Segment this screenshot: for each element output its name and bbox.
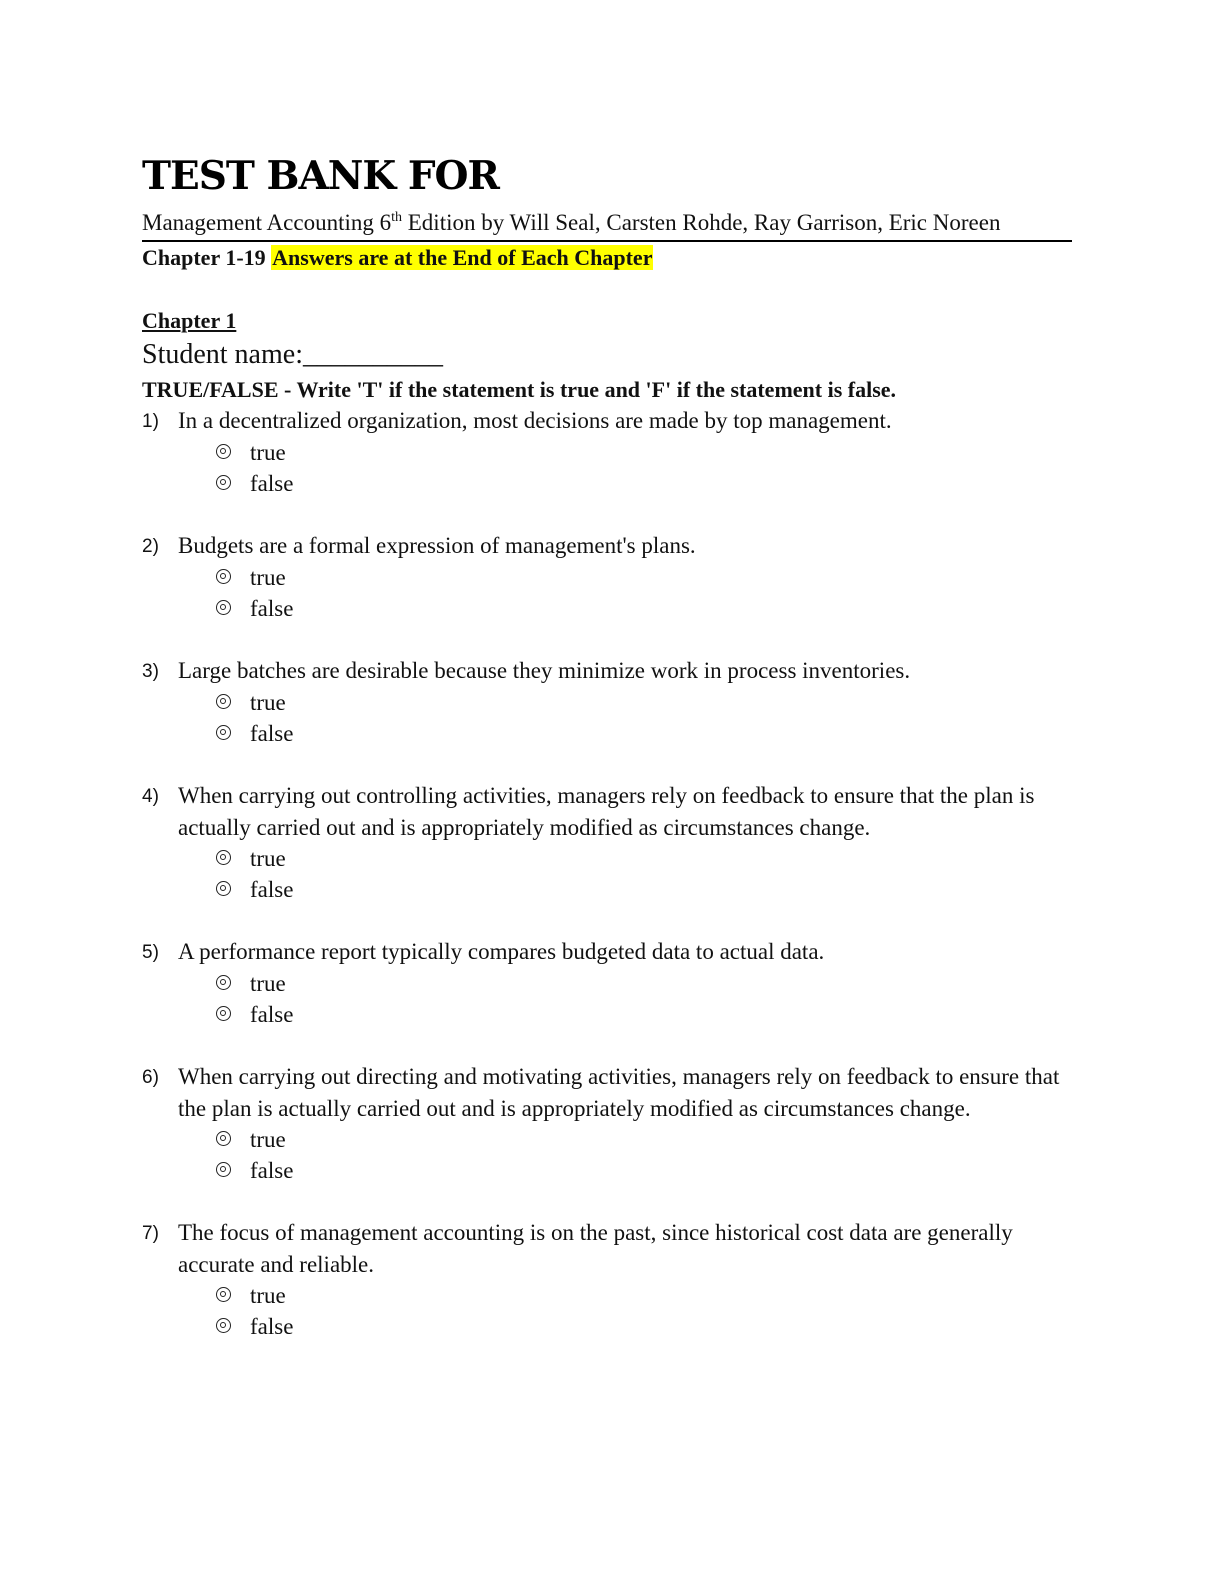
option-true[interactable] bbox=[214, 843, 1082, 874]
option-label: false bbox=[250, 1158, 294, 1183]
question-4 bbox=[142, 780, 1082, 905]
option-true[interactable] bbox=[214, 687, 1082, 718]
question-text: When carrying out directing and motivating activities, managers rely on feedback to ensure that the plan is actually carried out and is appropriately modified as circumstances change. bbox=[178, 1064, 1060, 1121]
radio-button-icon[interactable] bbox=[216, 1318, 231, 1333]
radio-button-icon[interactable] bbox=[216, 1131, 231, 1146]
question-number: 3) bbox=[142, 661, 159, 682]
student-name-field: Student name:__________ bbox=[142, 339, 443, 370]
question-5 bbox=[142, 936, 1082, 1030]
option-label: true bbox=[250, 689, 286, 715]
option-false[interactable] bbox=[214, 593, 1082, 624]
option-label: false bbox=[250, 1001, 294, 1027]
radio-button-icon[interactable] bbox=[216, 1287, 231, 1302]
question-number: 6) bbox=[142, 1067, 159, 1088]
chapter-heading: Chapter 1 bbox=[142, 308, 237, 333]
option-label: false bbox=[250, 877, 294, 902]
document-title: TEST BANK FOR bbox=[142, 153, 499, 199]
radio-button-icon[interactable] bbox=[216, 600, 231, 615]
option-label: false bbox=[250, 1314, 294, 1339]
book-subtitle bbox=[142, 206, 1072, 242]
edition-superscript: th bbox=[391, 210, 402, 225]
option-label: true bbox=[250, 1283, 286, 1308]
option-false[interactable] bbox=[214, 718, 1082, 749]
radio-button-icon[interactable] bbox=[216, 569, 231, 584]
option-label: true bbox=[250, 970, 286, 996]
section-instructions: TRUE/FALSE - Write 'T' if the statement is true and 'F' if the statement is false. bbox=[142, 377, 897, 402]
option-label: true bbox=[250, 564, 286, 590]
option-false[interactable] bbox=[214, 1311, 1082, 1342]
question-text: Budgets are a formal expression of management's plans. bbox=[178, 533, 696, 558]
chapter-range: Chapter 1-19 bbox=[142, 245, 266, 270]
option-false[interactable] bbox=[214, 1155, 1082, 1186]
option-false[interactable] bbox=[214, 874, 1082, 905]
question-7 bbox=[142, 1217, 1082, 1342]
answers-note-highlight: Answers are at the End of Each Chapter bbox=[272, 245, 653, 270]
radio-button-icon[interactable] bbox=[216, 694, 231, 709]
option-true[interactable] bbox=[214, 562, 1082, 593]
radio-button-icon[interactable] bbox=[216, 725, 231, 740]
option-false[interactable] bbox=[214, 999, 1082, 1030]
option-true[interactable] bbox=[214, 968, 1082, 999]
question-2 bbox=[142, 530, 1082, 624]
radio-button-icon[interactable] bbox=[216, 1162, 231, 1177]
question-6 bbox=[142, 1061, 1082, 1186]
option-label: true bbox=[250, 846, 286, 871]
subtitle-authors: Edition by Will Seal, Carsten Rohde, Ray Garrison, Eric Noreen bbox=[402, 210, 1001, 235]
option-true[interactable] bbox=[214, 1280, 1082, 1311]
option-label: false bbox=[250, 470, 294, 496]
question-number: 5) bbox=[142, 942, 159, 963]
question-text: The focus of management accounting is on the past, since historical cost data are generally accurate and reliable. bbox=[178, 1220, 1013, 1277]
option-label: false bbox=[250, 595, 294, 621]
radio-button-icon[interactable] bbox=[216, 1006, 231, 1021]
radio-button-icon[interactable] bbox=[216, 850, 231, 865]
option-false[interactable] bbox=[214, 468, 1082, 499]
question-number: 1) bbox=[142, 411, 159, 432]
question-text: A performance report typically compares budgeted data to actual data. bbox=[178, 939, 825, 964]
question-1 bbox=[142, 405, 1082, 499]
question-number: 4) bbox=[142, 786, 159, 807]
radio-button-icon[interactable] bbox=[216, 475, 231, 490]
question-text: Large batches are desirable because they minimize work in process inventories. bbox=[178, 658, 911, 683]
radio-button-icon[interactable] bbox=[216, 444, 231, 459]
question-text: In a decentralized organization, most decisions are made by top management. bbox=[178, 408, 892, 433]
question-text: When carrying out controlling activities, managers rely on feedback to ensure that the plan is actually carried out and is appropriately modified as circumstances change. bbox=[178, 783, 1035, 840]
question-number: 2) bbox=[142, 536, 159, 557]
option-label: false bbox=[250, 720, 294, 746]
option-label: true bbox=[250, 1127, 286, 1152]
option-label: true bbox=[250, 439, 286, 465]
chapter-range-line bbox=[142, 243, 653, 273]
question-3 bbox=[142, 655, 1082, 749]
question-number: 7) bbox=[142, 1223, 159, 1244]
radio-button-icon[interactable] bbox=[216, 975, 231, 990]
radio-button-icon[interactable] bbox=[216, 881, 231, 896]
option-true[interactable] bbox=[214, 1124, 1082, 1155]
subtitle-text: Management Accounting 6 bbox=[142, 210, 392, 235]
option-true[interactable] bbox=[214, 437, 1082, 468]
